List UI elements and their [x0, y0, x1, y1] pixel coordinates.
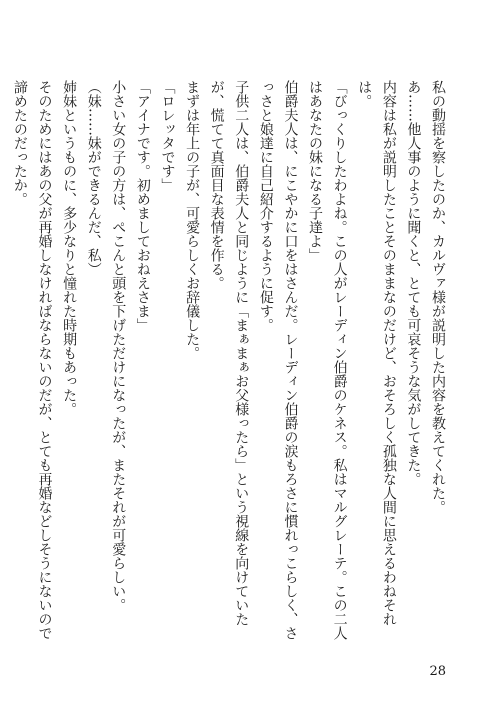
- paragraph: 「ロレッタです」: [159, 80, 176, 192]
- paragraph: あ……他人事のように聞くと、とても可哀そうな気がしてきた。: [405, 80, 422, 486]
- paragraph: 小さい女の子の方は、ぺこんと頭を下げただけになったが、またそれが可愛らしい。: [110, 80, 127, 612]
- body-text: [7, 80, 450, 640]
- paragraph: そのためにはあの父が再婚しなければならないのだが、とても再婚などしそうにないので諦めたのだったか。: [11, 80, 53, 640]
- paragraph: （妹……妹ができるんだ、私）: [85, 80, 102, 276]
- paragraph: 「びっくりしたわよね。この人がレーディン伯爵のケネス。私はマルグレーテ。この二人はあなたの妹になる子達よ」: [307, 80, 348, 640]
- paragraph: 姉妹というものに、多少なりと憧れた時期もあった。: [61, 80, 78, 416]
- paragraph: 伯爵夫人は、にこやかに口をはさんだ。レーディン伯爵の涙もろさに慣れっこらしく、さっさと娘達に自己紹介するように促す。: [257, 80, 299, 640]
- paragraph: 子供二人は、伯爵夫人と同じように「まぁまぁお父様ったら」という視線を向けていたが、慌てて真面目な表情を作る。: [208, 80, 250, 626]
- paragraph: 私の動揺を察したのか、カルヴァ様が説明した内容を教えてくれた。: [430, 80, 446, 514]
- paragraph: 内容は私が説明したことそのままなのだけど、おそろしく孤独な人間に思えるわねそれは。: [356, 80, 397, 626]
- page-number: 28: [429, 664, 446, 679]
- paragraph: まずは年上の子が、可愛らしくお辞儀した。: [184, 80, 201, 360]
- paragraph: 「アイナです。初めましておねえさま」: [134, 80, 151, 332]
